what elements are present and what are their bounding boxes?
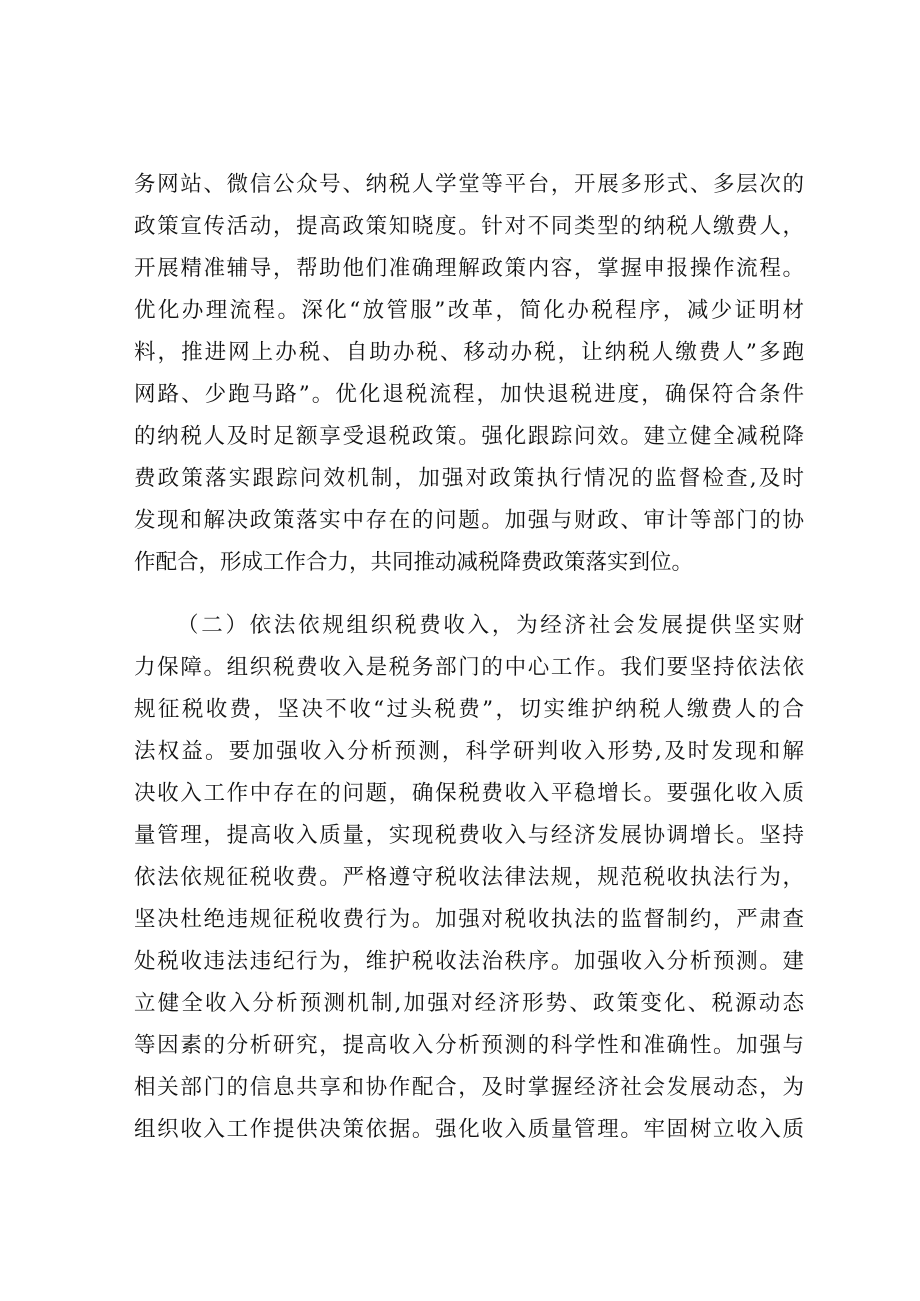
- paragraph-spacer: [134, 584, 804, 605]
- text-line: 依法依规征税收费。严格遵守税收法律法规，规范税收执法行为，: [134, 865, 804, 890]
- paragraph-policy-implementation: [134, 164, 804, 584]
- paragraph-tax-revenue: [134, 605, 804, 1151]
- text-line: 力保障。组织税费收入是税务部门的中心工作。我们要坚持依法依: [134, 655, 804, 680]
- text-line: 坚决杜绝违规征税收费行为。加强对税收执法的监督制约，严肃查: [134, 907, 804, 932]
- text-line: 法权益。要加强收入分析预测，科学研判收入形势,及时发现和解: [134, 739, 804, 764]
- text-line: 等因素的分析研究，提高收入分析预测的科学性和准确性。加强与: [134, 1033, 804, 1058]
- text-line: 优化办理流程。深化“放管服”改革，简化办税程序，减少证明材: [134, 298, 804, 323]
- text-line: 的纳税人及时足额享受退税政策。强化跟踪问效。建立健全减税降: [134, 424, 804, 449]
- text-line: 发现和解决政策落实中存在的问题。加强与财政、审计等部门的协: [134, 508, 804, 533]
- text-line: 规征税收费，坚决不收“过头税费”，切实维护纳税人缴费人的合: [134, 697, 804, 722]
- text-line: 处税收违法违纪行为，维护税收法治秩序。加强收入分析预测。建: [134, 949, 804, 974]
- text-line: 料，推进网上办税、自助办税、移动办税，让纳税人缴费人”多跑: [134, 340, 804, 365]
- text-line: 组织收入工作提供决策依据。强化收入质量管理。牢固树立收入质: [134, 1117, 804, 1142]
- text-line: 费政策落实跟踪问效机制，加强对政策执行情况的监督检查,及时: [134, 466, 804, 491]
- text-line: 务网站、微信公众号、纳税人学堂等平台，开展多形式、多层次的: [134, 172, 804, 197]
- text-line: 决收入工作中存在的问题，确保税费收入平稳增长。要强化收入质: [134, 781, 804, 806]
- text-line: 立健全收入分析预测机制,加强对经济形势、政策变化、税源动态: [134, 991, 804, 1016]
- text-line: 政策宣传活动，提高政策知晓度。针对不同类型的纳税人缴费人，: [134, 214, 804, 239]
- text-line: 相关部门的信息共享和协作配合，及时掌握经济社会发展动态，为: [134, 1075, 804, 1100]
- text-line: 网路、少跑马路”。优化退税流程，加快退税进度，确保符合条件: [134, 382, 804, 407]
- text-line: 量管理，提高收入质量，实现税费收入与经济发展协调增长。坚持: [134, 823, 804, 848]
- document-body: [134, 164, 804, 1151]
- text-line: 作配合，形成工作合力，共同推动减税降费政策落实到位。: [134, 550, 694, 575]
- text-line: 开展精准辅导，帮助他们准确理解政策内容，掌握申报操作流程。: [134, 256, 804, 281]
- section-heading-line: （二）依法依规组织税费收入，为经济社会发展提供坚实财: [177, 613, 804, 638]
